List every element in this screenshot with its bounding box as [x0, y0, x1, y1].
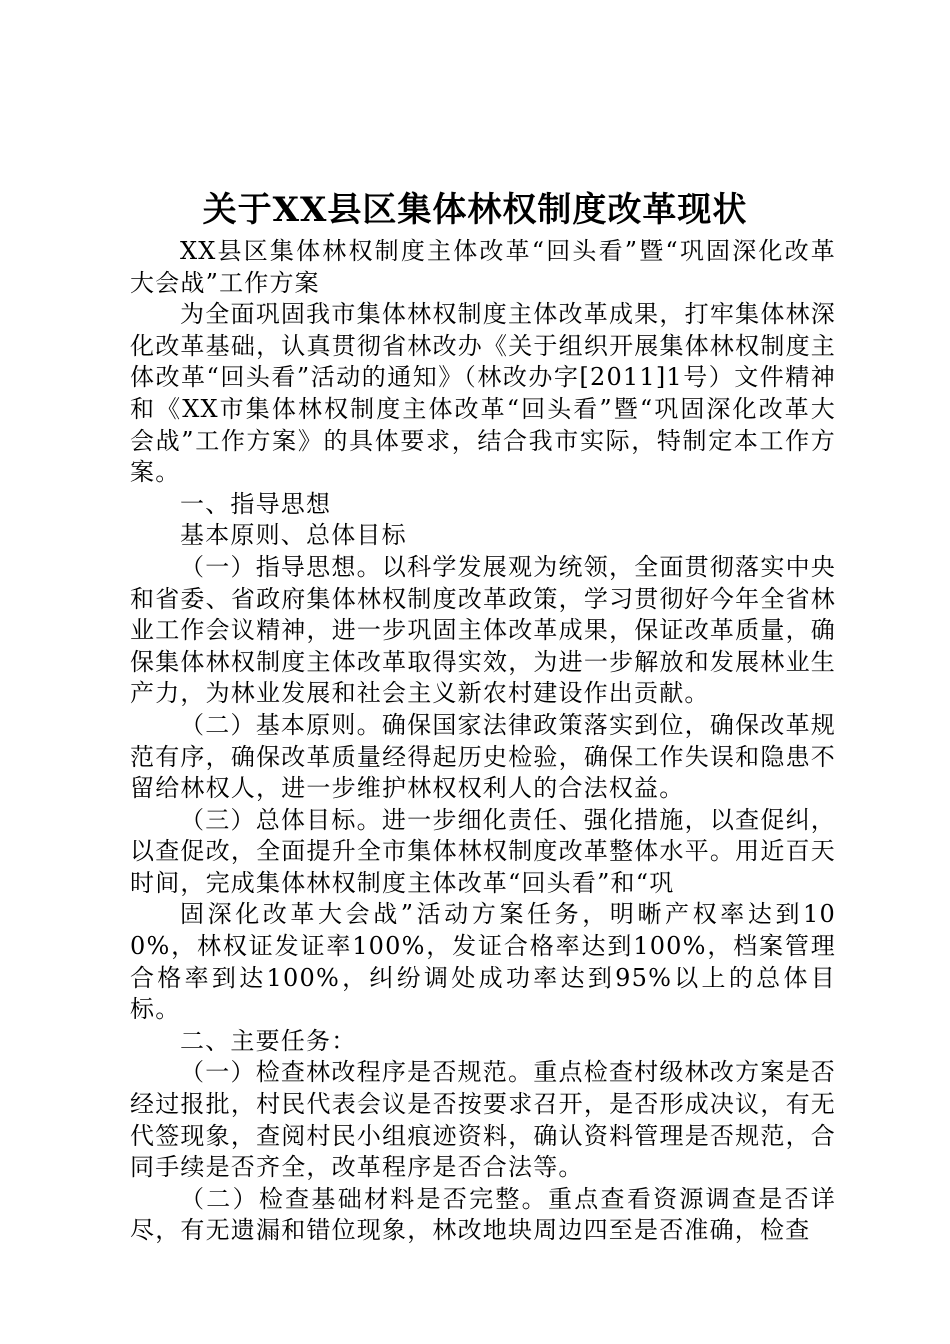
section-heading: 二、主要任务： [180, 1026, 357, 1055]
paragraph: XX县区集体林权制度主体改革“回头看”暨“巩固深化改革大会战”工作方案 [130, 237, 836, 297]
paragraph: （三）总体目标。进一步细化责任、强化措施，以查促纠，以查促改，全面提升全市集体林权制度改革整体水平。用近百天时间，完成集体林权制度主体改革“回头看”和“巩 [130, 805, 836, 897]
section-heading: 一、指导思想 [180, 489, 332, 518]
paragraph: 为全面巩固我市集体林权制度主体改革成果，打牢集体林深化改革基础，认真贯彻省林改办《关于组织开展集体林权制度主体改革“回头看”活动的通知》（林改办字[2011]1号）文件精神和《XX市集体林权制度主体改革“回头看”暨“巩固深化改革大会战”工作方案》的具体要求，结合我市实际，特制定本工作方案。 [130, 300, 836, 487]
paragraph: （二）检查基础材料是否完整。重点查看资源调查是否详尽，有无遗漏和错位现象，林改地块周边四至是否准确，检查 [130, 1184, 836, 1245]
paragraph: （一）检查林改程序是否规范。重点检查村级林改方案是否经过报批，村民代表会议是否按要求召开，是否形成决议，有无代签现象，查阅村民小组痕迹资料，确认资料管理是否规范，合同手续是否齐全，改革程序是否合法等。 [130, 1058, 836, 1182]
document-body [130, 236, 836, 1247]
paragraph: 基本原则、总体目标 [180, 521, 407, 550]
paragraph: 固深化改革大会战”活动方案任务，明晰产权率达到100%，林权证发证率100%，发证合格率达到100%，档案管理合格率到达100%，纠纷调处成功率达到95%以上的总体目标。 [130, 900, 836, 1024]
document-title: 关于XX县区集体林权制度改革现状 [202, 190, 748, 230]
paragraph: （一）指导思想。以科学发展观为统领，全面贯彻落实中央和省委、省政府集体林权制度改革政策，学习贯彻好今年全省林业工作会议精神，进一步巩固主体改革成果，保证改革质量，确保集体林权制度主体改革取得实效，为进一步解放和发展林业生产力，为林业发展和社会主义新农村建设作出贡献。 [130, 552, 836, 708]
paragraph: （二）基本原则。确保国家法律政策落实到位，确保改革规范有序，确保改革质量经得起历史检验，确保工作失误和隐患不留给林权人，进一步维护林权权利人的合法权益。 [130, 710, 836, 803]
